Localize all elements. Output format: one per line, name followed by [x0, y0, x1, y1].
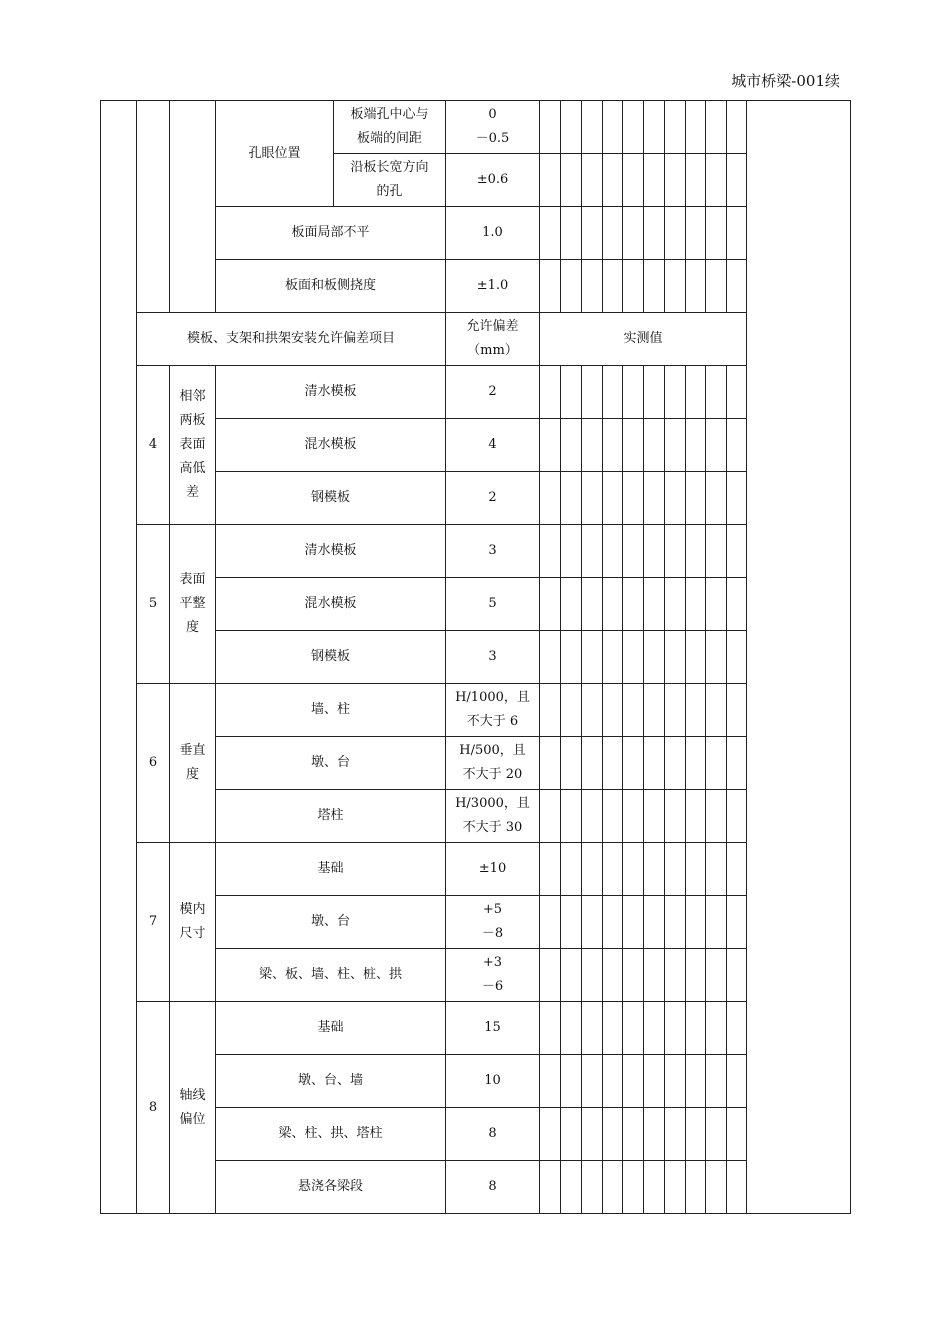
measurement-cell[interactable] [706, 525, 727, 578]
measurement-cell[interactable] [561, 1002, 582, 1055]
group-number: 6 [137, 684, 170, 843]
measurement-cell[interactable] [665, 843, 686, 896]
measurement-cell[interactable] [561, 1108, 582, 1161]
measurement-cell[interactable] [540, 1055, 561, 1108]
measurement-cell[interactable] [706, 1108, 727, 1161]
measurement-cell[interactable] [561, 1161, 582, 1214]
tolerance-value: ±0.6 [446, 154, 540, 207]
tolerance-value: 8 [446, 1108, 540, 1161]
measurement-cell[interactable] [561, 154, 582, 207]
measurement-cell[interactable] [644, 631, 665, 684]
measurement-cell[interactable] [603, 207, 623, 260]
measurement-cell[interactable] [540, 419, 561, 472]
measurement-cell[interactable] [706, 631, 727, 684]
tolerance-value: 10 [446, 1055, 540, 1108]
measurement-cell[interactable] [706, 1055, 727, 1108]
measurement-cell[interactable] [644, 419, 665, 472]
measurement-cell[interactable] [665, 260, 686, 313]
item-label: 墩、台 [216, 896, 446, 949]
measurement-cell[interactable] [582, 578, 603, 631]
measurement-cell[interactable] [561, 843, 582, 896]
left-margin-cell [101, 101, 137, 1214]
measurement-cell[interactable] [603, 1055, 623, 1108]
tolerance-value: 1.0 [446, 207, 540, 260]
measurement-cell[interactable] [727, 790, 747, 843]
measurement-cell[interactable] [665, 790, 686, 843]
measurement-cell[interactable] [644, 843, 665, 896]
measurement-cell[interactable] [665, 631, 686, 684]
measurement-cell[interactable] [665, 472, 686, 525]
measurement-cell[interactable] [603, 896, 623, 949]
measurement-cell[interactable] [561, 896, 582, 949]
measurement-cell[interactable] [561, 737, 582, 790]
measurement-cell[interactable] [582, 419, 603, 472]
measurement-cell[interactable] [644, 525, 665, 578]
group-name: 表面 平整 度 [170, 525, 216, 684]
item-label: 墩、台、墙 [216, 1055, 446, 1108]
group-number: 5 [137, 525, 170, 684]
measurement-cell[interactable] [623, 366, 644, 419]
measurement-cell[interactable] [727, 684, 747, 737]
sub-item-label: 沿板长宽方向 的孔 [334, 154, 446, 207]
measurement-cell[interactable] [561, 525, 582, 578]
measurement-cell[interactable] [665, 1161, 686, 1214]
measurement-cell[interactable] [582, 525, 603, 578]
measurement-cell[interactable] [644, 949, 665, 1002]
measurement-cell[interactable] [706, 578, 727, 631]
measurement-cell[interactable] [603, 790, 623, 843]
tolerance-value: +3 －6 [446, 949, 540, 1002]
item-label: 板面局部不平 [216, 207, 446, 260]
measurement-cell[interactable] [623, 737, 644, 790]
blank-cell [170, 101, 216, 313]
measurement-cell[interactable] [582, 843, 603, 896]
group-number: 4 [137, 366, 170, 525]
measurement-cell[interactable] [686, 737, 706, 790]
tolerance-value: 0 －0.5 [446, 101, 540, 154]
measurement-cell[interactable] [623, 631, 644, 684]
measurement-cell[interactable] [540, 578, 561, 631]
measurement-cell[interactable] [623, 101, 644, 154]
measurement-cell[interactable] [686, 1055, 706, 1108]
measurement-cell[interactable] [540, 101, 561, 154]
measurement-cell[interactable] [644, 896, 665, 949]
measurement-cell[interactable] [561, 684, 582, 737]
measurement-cell[interactable] [706, 260, 727, 313]
measurement-cell[interactable] [727, 737, 747, 790]
measurement-cell[interactable] [623, 525, 644, 578]
item-label: 钢模板 [216, 631, 446, 684]
tolerance-value: +5 －8 [446, 896, 540, 949]
measurement-cell[interactable] [644, 1161, 665, 1214]
measurement-cell[interactable] [540, 207, 561, 260]
item-label: 基础 [216, 843, 446, 896]
tolerance-value: H/500，且 不大于 20 [446, 737, 540, 790]
measurement-cell[interactable] [561, 101, 582, 154]
item-label: 混水模板 [216, 419, 446, 472]
measurement-cell[interactable] [561, 790, 582, 843]
measurement-cell[interactable] [561, 366, 582, 419]
tolerance-value: H/3000，且 不大于 30 [446, 790, 540, 843]
measurement-cell[interactable] [623, 419, 644, 472]
tolerance-value: 3 [446, 631, 540, 684]
item-label: 梁、柱、拱、塔柱 [216, 1108, 446, 1161]
measurement-cell[interactable] [540, 472, 561, 525]
group-name: 轴线 偏位 [170, 1002, 216, 1214]
section-header-row [101, 313, 851, 366]
measurement-cell[interactable] [665, 154, 686, 207]
measurement-cell[interactable] [623, 790, 644, 843]
measurement-cell[interactable] [603, 578, 623, 631]
table-row [101, 366, 851, 419]
measurement-cell[interactable] [706, 419, 727, 472]
measurement-cell[interactable] [727, 631, 747, 684]
measurement-cell[interactable] [540, 896, 561, 949]
measurement-cell[interactable] [582, 790, 603, 843]
measurement-cell[interactable] [623, 684, 644, 737]
measurement-cell[interactable] [706, 896, 727, 949]
measurement-cell[interactable] [665, 366, 686, 419]
item-label: 塔柱 [216, 790, 446, 843]
measurement-cell[interactable] [540, 525, 561, 578]
item-label: 墩、台 [216, 737, 446, 790]
measurement-cell[interactable] [727, 1161, 747, 1214]
item-label: 混水模板 [216, 578, 446, 631]
measurement-cell[interactable] [603, 631, 623, 684]
section-items-header: 模板、支架和拱架安装允许偏差项目 [137, 313, 446, 366]
measurement-cell[interactable] [644, 154, 665, 207]
measurement-cell[interactable] [644, 1002, 665, 1055]
measurement-cell[interactable] [686, 366, 706, 419]
measurement-cell[interactable] [603, 737, 623, 790]
measurement-cell[interactable] [623, 1108, 644, 1161]
measurement-cell[interactable] [540, 631, 561, 684]
measurement-cell[interactable] [561, 1055, 582, 1108]
measurement-cell[interactable] [623, 896, 644, 949]
measurement-cell[interactable] [706, 790, 727, 843]
measurement-cell[interactable] [540, 154, 561, 207]
measurement-cell[interactable] [686, 631, 706, 684]
item-label: 清水模板 [216, 525, 446, 578]
measurement-cell[interactable] [582, 737, 603, 790]
measurement-cell[interactable] [623, 578, 644, 631]
measurement-cell[interactable] [727, 366, 747, 419]
measurement-cell[interactable] [644, 737, 665, 790]
item-label: 墙、柱 [216, 684, 446, 737]
measurement-cell[interactable] [665, 101, 686, 154]
measurement-cell[interactable] [727, 101, 747, 154]
measurement-cell[interactable] [706, 101, 727, 154]
measurement-cell[interactable] [644, 1055, 665, 1108]
measurement-cell[interactable] [623, 154, 644, 207]
measurement-cell[interactable] [582, 207, 603, 260]
measurement-cell[interactable] [727, 207, 747, 260]
tolerance-value: ±1.0 [446, 260, 540, 313]
tolerance-value: 8 [446, 1161, 540, 1214]
measurement-cell[interactable] [582, 896, 603, 949]
measurement-cell[interactable] [623, 1161, 644, 1214]
measurement-cell[interactable] [644, 260, 665, 313]
measurement-cell[interactable] [561, 472, 582, 525]
tolerance-value: 3 [446, 525, 540, 578]
measurement-cell[interactable] [665, 578, 686, 631]
measurement-cell[interactable] [603, 260, 623, 313]
measurement-cell[interactable] [686, 260, 706, 313]
measurement-cell[interactable] [540, 1002, 561, 1055]
item-label: 钢模板 [216, 472, 446, 525]
measurement-cell[interactable] [603, 1108, 623, 1161]
measurement-cell[interactable] [561, 949, 582, 1002]
measurement-cell[interactable] [665, 525, 686, 578]
measurement-cell[interactable] [540, 260, 561, 313]
measurement-cell[interactable] [582, 684, 603, 737]
measured-values-header: 实测值 [540, 313, 747, 366]
measurement-cell[interactable] [540, 1108, 561, 1161]
remarks-cell [747, 101, 851, 1214]
table-row [101, 525, 851, 578]
measurement-cell[interactable] [623, 472, 644, 525]
measurement-cell[interactable] [665, 949, 686, 1002]
measurement-cell[interactable] [603, 154, 623, 207]
blank-cell [137, 101, 170, 313]
item-label: 基础 [216, 1002, 446, 1055]
measurement-cell[interactable] [644, 207, 665, 260]
measurement-cell[interactable] [603, 525, 623, 578]
measurement-cell[interactable] [603, 101, 623, 154]
measurement-cell[interactable] [582, 631, 603, 684]
group-name: 相邻 两板 表面 高低 差 [170, 366, 216, 525]
measurement-cell[interactable] [540, 737, 561, 790]
measurement-cell[interactable] [623, 1055, 644, 1108]
measurement-cell[interactable] [540, 684, 561, 737]
measurement-cell[interactable] [686, 154, 706, 207]
measurement-cell[interactable] [540, 790, 561, 843]
measurement-cell[interactable] [603, 843, 623, 896]
hole-position-label: 孔眼位置 [216, 101, 334, 207]
measurement-cell[interactable] [727, 472, 747, 525]
measurement-cell[interactable] [644, 790, 665, 843]
measurement-cell[interactable] [623, 1002, 644, 1055]
measurement-cell[interactable] [644, 1108, 665, 1161]
measurement-cell[interactable] [686, 1108, 706, 1161]
measurement-cell[interactable] [706, 366, 727, 419]
measurement-cell[interactable] [706, 949, 727, 1002]
measurement-cell[interactable] [665, 207, 686, 260]
measurement-cell[interactable] [582, 1108, 603, 1161]
tolerance-value: 2 [446, 472, 540, 525]
tolerance-value: 4 [446, 419, 540, 472]
measurement-cell[interactable] [727, 1108, 747, 1161]
measurement-cell[interactable] [561, 631, 582, 684]
measurement-cell[interactable] [540, 949, 561, 1002]
measurement-cell[interactable] [582, 949, 603, 1002]
measurement-cell[interactable] [665, 419, 686, 472]
measurement-cell[interactable] [706, 472, 727, 525]
group-number: 7 [137, 843, 170, 1002]
measurement-cell[interactable] [727, 896, 747, 949]
measurement-cell[interactable] [644, 101, 665, 154]
measurement-cell[interactable] [603, 949, 623, 1002]
table-row [101, 843, 851, 896]
table-row [101, 684, 851, 737]
measurement-cell[interactable] [727, 154, 747, 207]
measurement-cell[interactable] [686, 949, 706, 1002]
measurement-cell[interactable] [540, 1161, 561, 1214]
allowed-deviation-header: 允许偏差 （mm） [446, 313, 540, 366]
measurement-cell[interactable] [603, 366, 623, 419]
measurement-cell[interactable] [623, 207, 644, 260]
measurement-cell[interactable] [623, 949, 644, 1002]
measurement-cell[interactable] [686, 207, 706, 260]
measurement-cell[interactable] [686, 896, 706, 949]
measurement-cell[interactable] [623, 260, 644, 313]
group-number: 8 [137, 1002, 170, 1214]
item-label: 清水模板 [216, 366, 446, 419]
measurement-cell[interactable] [644, 472, 665, 525]
measurement-cell[interactable] [603, 472, 623, 525]
measurement-cell[interactable] [665, 1002, 686, 1055]
measurement-cell[interactable] [561, 207, 582, 260]
group-name: 垂直 度 [170, 684, 216, 843]
measurement-cell[interactable] [686, 790, 706, 843]
measurement-cell[interactable] [686, 578, 706, 631]
measurement-cell[interactable] [706, 843, 727, 896]
measurement-cell[interactable] [644, 366, 665, 419]
measurement-cell[interactable] [540, 843, 561, 896]
measurement-cell[interactable] [665, 896, 686, 949]
measurement-cell[interactable] [603, 684, 623, 737]
measurement-cell[interactable] [665, 684, 686, 737]
tolerance-value: 5 [446, 578, 540, 631]
measurement-cell[interactable] [706, 684, 727, 737]
tolerance-table [100, 100, 851, 1214]
measurement-cell[interactable] [644, 578, 665, 631]
measurement-cell[interactable] [582, 101, 603, 154]
form-code: 城市桥梁-001续 [731, 72, 840, 90]
measurement-cell[interactable] [540, 366, 561, 419]
item-label: 梁、板、墙、柱、桩、拱 [216, 949, 446, 1002]
measurement-cell[interactable] [582, 366, 603, 419]
measurement-cell[interactable] [623, 843, 644, 896]
measurement-cell[interactable] [561, 260, 582, 313]
measurement-cell[interactable] [686, 1002, 706, 1055]
sub-item-label: 板端孔中心与 板端的间距 [334, 101, 446, 154]
measurement-cell[interactable] [727, 1055, 747, 1108]
measurement-cell[interactable] [582, 1002, 603, 1055]
measurement-cell[interactable] [686, 101, 706, 154]
item-label: 板面和板侧挠度 [216, 260, 446, 313]
measurement-cell[interactable] [706, 207, 727, 260]
measurement-cell[interactable] [727, 843, 747, 896]
measurement-cell[interactable] [603, 419, 623, 472]
measurement-cell[interactable] [665, 1055, 686, 1108]
measurement-cell[interactable] [706, 737, 727, 790]
table-row [101, 101, 851, 154]
measurement-cell[interactable] [686, 843, 706, 896]
measurement-cell[interactable] [686, 684, 706, 737]
measurement-cell[interactable] [686, 525, 706, 578]
tolerance-value: 15 [446, 1002, 540, 1055]
measurement-cell[interactable] [582, 154, 603, 207]
measurement-cell[interactable] [727, 260, 747, 313]
measurement-cell[interactable] [644, 684, 665, 737]
measurement-cell[interactable] [582, 1055, 603, 1108]
measurement-cell[interactable] [727, 1002, 747, 1055]
measurement-cell[interactable] [603, 1161, 623, 1214]
group-name: 模内 尺寸 [170, 843, 216, 1002]
measurement-cell[interactable] [706, 1161, 727, 1214]
tolerance-value: 2 [446, 366, 540, 419]
item-label: 悬浇各梁段 [216, 1161, 446, 1214]
tolerance-value: ±10 [446, 843, 540, 896]
table-row [101, 1002, 851, 1055]
measurement-cell[interactable] [665, 1108, 686, 1161]
measurement-cell[interactable] [665, 737, 686, 790]
measurement-cell[interactable] [727, 525, 747, 578]
measurement-cell[interactable] [706, 1002, 727, 1055]
measurement-cell[interactable] [686, 1161, 706, 1214]
measurement-cell[interactable] [582, 260, 603, 313]
measurement-cell[interactable] [686, 472, 706, 525]
measurement-cell[interactable] [727, 419, 747, 472]
measurement-cell[interactable] [561, 578, 582, 631]
measurement-cell[interactable] [727, 578, 747, 631]
measurement-cell[interactable] [727, 949, 747, 1002]
tolerance-value: H/1000，且 不大于 6 [446, 684, 540, 737]
measurement-cell[interactable] [603, 1002, 623, 1055]
measurement-cell[interactable] [706, 154, 727, 207]
measurement-cell[interactable] [582, 1161, 603, 1214]
measurement-cell[interactable] [561, 419, 582, 472]
measurement-cell[interactable] [582, 472, 603, 525]
measurement-cell[interactable] [686, 419, 706, 472]
